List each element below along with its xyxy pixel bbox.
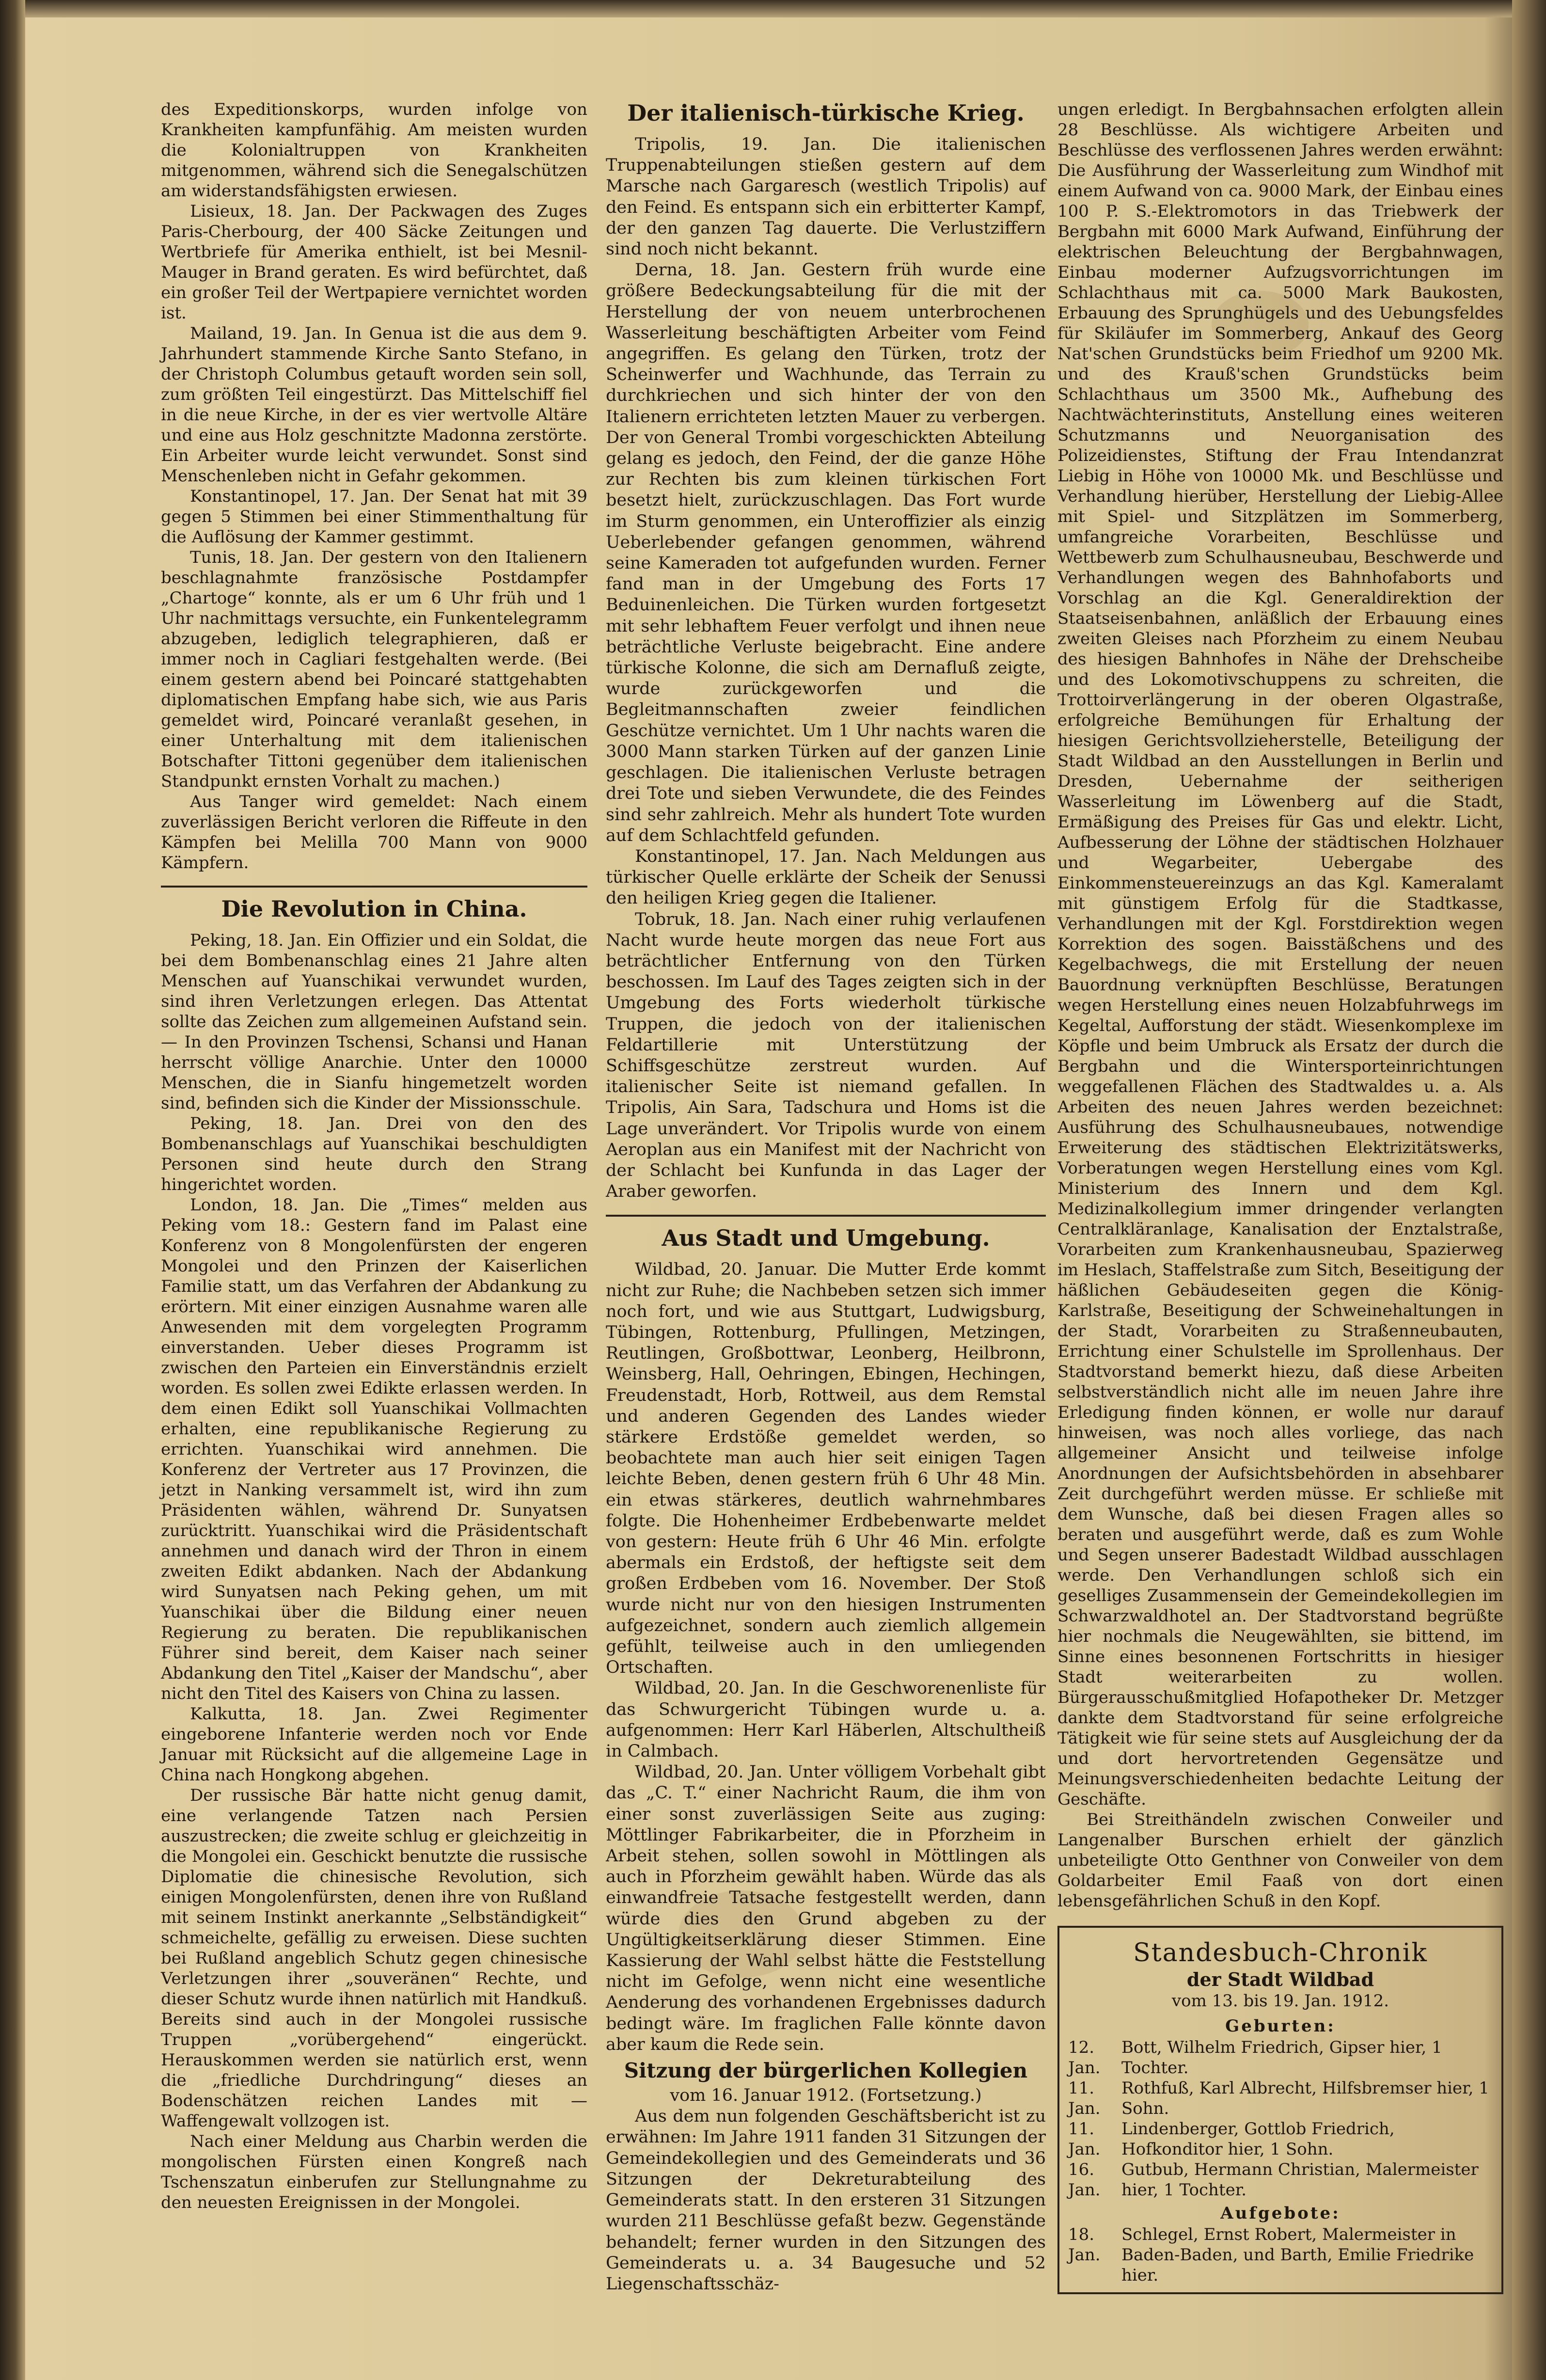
article-paragraph: des Expeditionskorps, wurden infolge von Krankheiten kampfunfähig. Am meisten wurden die Kolonialtruppen von Krankheiten mitgenommen, während sich die Senegalschützen am widerstandsfähigsten erwiesen. (161, 100, 587, 201)
entry-text: Bott, Wilhelm Friedrich, Gipser hier, 1 Tochter. (1121, 2038, 1442, 2078)
scan-binding-edge (0, 0, 25, 2380)
entry-date: 11. Jan. (1068, 2119, 1101, 2159)
standesbuch-chronik (1057, 1926, 1503, 2294)
article-paragraph: Aus dem nun folgenden Geschäftsbericht ist zu erwähnen: Im Jahre 1911 fanden 31 Sitzungen der Gemeindekollegien und des Gemeinderats und 36 Sitzungen der Dekreturabteilung des Gemeinderats statt. In den ersteren 31 Sitzungen wurden 211 Beschlüsse gefaßt bezw. Gegenstände behandelt; ferner wurden in den Sitzungen des Gemeinderats u. a. 34 Baugesuche und 52 Liegenschaftsschäz- (606, 2107, 1046, 2294)
entry-date: 12. Jan. (1068, 2038, 1101, 2078)
chronik-subtitle: der Stadt Wildbad (1186, 1968, 1374, 1990)
section-heading-krieg: Der italienisch-türkische Krieg. (627, 100, 1025, 126)
article-paragraph: Derna, 18. Jan. Gestern früh wurde eine größere Bedeckungsabteilung für die mit der Herstellung der von neuem unterbrochenen Wasserleitung beschäftigten Arbeiter vom Feind angegriffen. Es gelang den Türken, trotz der Scheinwerfer und Wachhunde, das Terrain zu durchkriechen und sich hinter der von den Italienern errichteten letzten Mauer zu verbergen. Der von General Trombi vorgeschickten Abteilung gelang es jedoch, den Feind, der die ganze Höhe zur Rechten bis zum kleinen türkischen Fort besetzt hielt, zurückzuschlagen. Das Fort wurde im Sturm genommen, ein Unteroffizier als einzig Ueberlebender gefangen genommen, während seine Kameraden tot aufgefunden wurden. Ferner fand man in der Umgebung des Forts 17 Beduinenleichen. Die Türken wurden fortgesetzt mit sehr lebhaftem Feuer verfolgt und ihnen neue beträchtliche Verluste beigebracht. Eine andere türkische Kolonne, die sich am Dernafluß zeigte, wurde zurückgeworfen und die Begleitmannschaften zweier feindlichen Geschütze vernichtet. Um 1 Uhr nachts waren die 3000 Mann starken Türken auf der ganzen Linie geschlagen. Die italienischen Verluste betragen drei Tote und sieben Verwundete, die des Feindes sind sehr zahlreich. Mehr als hundert Tote wurden auf dem Schlachtfeld gefunden. (606, 260, 1046, 845)
article-paragraph: Wildbad, 20. Jan. Unter völligem Vorbehalt gibt das „C. T.“ einer Nachricht Raum, die ihm von einer sonst zuverlässigen Seite aus zuging: Möttlinger Fabrikarbeiter, die in Pforzheim in Arbeit stehen, sollen sowohl in Möttlingen als auch in Pforzheim gewählt haben. Würde das als einwandfreie Tatsache festgestellt werden, dann würde dies den Grund abgeben zu der Ungültigkeitserklärung dieser Stimmen. Eine Kassierung der Wahl selbst hätte die Feststellung nicht im Gefolge, wenn nicht eine wesentliche Aenderung des vorhandenen Ergebnisses dadurch bedingt wäre. Im fraglichen Falle könnte davon aber kaum die Rede sein. (606, 1762, 1046, 2054)
chronik-entry (1068, 2078, 1493, 2119)
column-left (161, 99, 587, 2213)
chronik-date-range: vom 13. bis 19. Jan. 1912. (1171, 1991, 1389, 2011)
article-paragraph: London, 18. Jan. Die „Times“ melden aus Peking vom 18.: Gestern fand im Palast eine Konferenz von 8 Mongolenfürsten der engeren Mongolei und den Prinzen der Kaiserlichen Familie statt, um das Verfahren der Abdankung zu erörtern. Mit einer einzigen Ausnahme waren alle Anwesenden mit dem vorgelegten Programm einverstanden. Ueber dieses Programm ist zwischen den Parteien ein Einverständnis erzielt worden. Es sollen zwei Edikte erlassen werden. In dem einen Edikt soll Yuanschikai Vollmachten erhalten, eine republikanische Regierung zu errichten. Yuanschikai wird annehmen. Die Konferenz der Vertreter aus 17 Provinzen, die jetzt in Nanking versammelt ist, wird ihn zum Präsidenten wählen, während Dr. Sunyatsen zurücktritt. Yuanschikai wird die Präsidentschaft annehmen und danach wird der Thron in einem zweiten Edikt abdanken. Nach der Abdankung wird Sunyatsen nach Peking gehen, um mit Yuanschikai über die Bildung einer neuen Regierung zu beraten. Die republikanischen Führer sind bereit, dem Kaiser nach seiner Abdankung den Titel „Kaiser der Mandschu“, aber nicht den Titel des Kaisers von China zu lassen. (161, 1195, 587, 1703)
section-heading-china: Die Revolution in China. (221, 896, 527, 922)
article-paragraph: Bei Streithändeln zwischen Conweiler und Langenalber Burschen erhielt der gänzlich unbeteiligte Otto Genthner von Conweiler von dem Goldarbeiter Emil Faaß von dort einen lebensgefährlichen Schuß in den Kopf. (1057, 1810, 1503, 1911)
scan-right-edge (1512, 0, 1546, 2380)
article-paragraph: Wildbad, 20. Januar. Die Mutter Erde kommt nicht zur Ruhe; die Nachbeben setzen sich immer noch fort, und wie aus Stuttgart, Ludwigsburg, Tübingen, Rottenburg, Pfullingen, Metzingen, Reutlingen, Großbottwar, Leonberg, Heilbronn, Weinsberg, Hall, Oehringen, Ebingen, Hechingen, Freudenstadt, Horb, Rottweil, aus dem Remstal und anderen Gegenden des Landes wieder stärkere Erdstöße gemeldet werden, so beobachtete man auch hier seit einigen Tagen leichte Beben, denen gestern früh 6 Uhr 48 Min. ein etwas stärkeres, deutlich wahrnehmbares folgte. Die Hohenheimer Erdbebenwarte meldet von gestern: Heute früh 6 Uhr 46 Min. erfolgte abermals ein Erdstoß, der heftigste seit dem großen Erdbeben vom 16. November. Der Stoß wurde nicht nur von den hiesigen Instrumenten aufgezeichnet, sondern auch ziemlich allgemein gefühlt, teilweise auch in den umliegenden Ortschaften. (606, 1260, 1046, 1678)
geburten-heading: Geburten: (1225, 2016, 1336, 2036)
article-paragraph: Tobruk, 18. Jan. Nach einer ruhig verlaufenen Nacht wurde heute morgen das neue Fort aus beträchtlicher Entfernung von den Türken beschossen. Im Lauf des Tages zeigten sich in der Umgebung des Forts wiederholt türkische Truppen, die jedoch von der italienischen Feldartillerie mit Unterstützung der Schiffsgeschütze zerstreut wurden. Auf italienischer Seite ist niemand gefallen. In Tripolis, Ain Sara, Tadschura und Homs ist die Lage unverändert. Vor Tripolis wurde von einem Aeroplan aus ein Manifest mit der Nachricht von der Schlacht bei Kunfunda in das Lager der Araber geworfen. (606, 909, 1046, 1202)
entry-text: Rothfuß, Karl Albrecht, Hilfsbremser hier, 1 Sohn. (1121, 2079, 1489, 2118)
article-paragraph: Nach einer Meldung aus Charbin werden die mongolischen Fürsten einen Kongreß nach Tschenszatun einberufen zur Stellungnahme zu den neuesten Ereignissen in der Mongolei. (161, 2132, 587, 2212)
entry-text: Lindenberger, Gottlob Friedrich, Hofkonditor hier, 1 Sohn. (1121, 2119, 1395, 2159)
subheading-date: vom 16. Januar 1912. (Fortsetzung.) (670, 2086, 982, 2106)
entry-text: Schlegel, Ernst Robert, Malermeister in Baden-Baden, und Barth, Emilie Friedrike hier. (1121, 2225, 1474, 2285)
article-paragraph: Aus Tanger wird gemeldet: Nach einem zuverlässigen Bericht verloren die Riffeute in den Kämpfen bei Melilla 700 Mann von 9000 Kämpfern. (161, 792, 587, 873)
section-heading-stadt: Aus Stadt und Umgebung. (662, 1225, 990, 1252)
entry-date: 11. Jan. (1068, 2079, 1101, 2118)
article-paragraph: Tripolis, 19. Jan. Die italienischen Truppenabteilungen stießen gestern auf dem Marsche nach Gargaresch (westlich Tripolis) auf den Feind. Es entspann sich ein erbitterter Kampf, der den ganzen Tag dauerte. Die Verlustziffern sind noch nicht bekannt. (606, 135, 1046, 259)
aufgebote-heading: Aufgebote: (1220, 2204, 1341, 2223)
article-paragraph: ungen erledigt. In Bergbahnsachen erfolgten allein 28 Beschlüsse. Als wichtigere Arbeiten und Beschlüsse des verflossenen Jahres werden erwähnt: Die Ausführung der Wasserleitung zum Windhof mit einem Aufwand von ca. 9000 Mark, der Einbau eines 100 P. S.-Elektromotors in das Triebwerk der Bergbahn mit 6000 Mark Aufwand, Einführung der elektrischen Beleuchtung der Bergbahnwagen, Einbau moderner Aufzugsvorrichtungen im Schlachthaus mit ca. 5000 Mark Baukosten, Erbauung des Sprunghügels und des Uebungsfeldes für Skiläufer im Sommerberg, Ankauf des Georg Nat'schen Grundstücks beim Friedhof um 9200 Mk. und des Krauß'schen Grundstücks beim Schlachthaus um 3500 Mk., Aufhebung des Nachtwächterinstituts, Anstellung eines weiteren Schutzmanns und Neuorganisation des Polizeidienstes, Stiftung der Frau Intendanzrat Liebig in Höhe von 10000 Mk. und Beschlüsse und Verhandlung hierüber, Herstellung der Liebig-Allee mit Spiel- und Sitzplätzen im Sommerberg, umfangreiche Vorarbeiten, Beschlüsse und Wettbewerb zum Schulhausneubau, Beschwerde und Verhandlungen wegen des Bahnhofaborts und Vorschlag an die Kgl. Generaldirektion der Staatseisenbahnen, anläßlich der Erbauung eines zweiten Gleises nach Pforzheim zu einem Neubau des hiesigen Bahnhofes in Nähe der Drehscheibe und des Lokomotivschuppens zu schreiten, die Trottoirverlängerung in der oberen Olgastraße, erfolgreiche Bemühungen für Erhaltung der hiesigen Gerichtsvollzieherstelle, Beteiligung der Stadt Wildbad an den Ausstellungen in Berlin und Dresden, Uebernahme der seitherigen Wasserleitung im Löwenberg auf die Stadt, Ermäßigung des Preises für Gas und elektr. Licht, Aufbesserung der Löhne der städtischen Holzhauer und Wegarbeiter, Uebergabe des Einkommensteuereinzugs an das Kgl. Kameralamt mit günstigem Erfolg für die Stadtkasse, Verhandlungen mit der Kgl. Forstdirektion wegen Korrektion des sogen. Baisstäßchens und des Kegelbachwegs, die mit Erstellung der neuen Bauordnung verknüpften Beschlüsse, Beratungen wegen Herstellung eines neuen Holzabfuhrwegs im Kegeltal, Aufforstung der städt. Wiesenkomplexe im Köpfle und beim Umbruck als Ersatz der durch die Bergbahn und die Wintersporteinrichtungen weggefallenen Flächen des Stadtwaldes u. a. Als Arbeiten des neuen Jahres werden bezeichnet: Ausführung des Schulhausneubaues, notwendige Erweiterung des städtischen Elektrizitätswerks, Vorberatungen wegen Herstellung eines vom Kgl. Ministerium des Innern und dem Kgl. Medizinalkollegium immer dringender verlangten Centralkläranlage, Kanalisation der Enztalstraße, Vorarbeiten zum Krankenhausneubau, Spazierweg im Heslach, Staffelstraße zum Sitch, Beseitigung der häßlichen Gebäudeseiten gegen die König-Karlstraße, Beseitigung der Schweinehaltungen in der Stadt, Vorarbeiten zu Straßenneubauten, Errichtung einer Schulstelle im Sprollenhaus. Der Stadtvorstand bemerkt hiezu, daß diese Arbeiten selbstverständlich nicht alle im neuen Jahre ihre Erledigung finden können, er wolle nur darauf hinweisen, was noch alles vorliege, das nach allgemeiner Ansicht und teilweise infolge Anordnungen der Aufsichtsbehörden in absehbarer Zeit durchgeführt werden müsse. Er schließe mit dem Wunsche, daß bei diesen Fragen alles so beraten und ausgeführt werde, daß es zum Wohle und Segen unserer Badestadt Wildbad ausschlagen werde. Den Verhandlungen schloß sich ein geselliges Zusammensein der Gemeindekollegien im Schwarzwaldhotel an. Der Stadtvorstand begrüßte hier nochmals die Neugewählten, sie bittend, im Sinne eines besonnenen Fortschritts in hiesiger Stadt weiterarbeiten zu wollen. Bürgerausschußmitglied Hofapotheker Dr. Metzger dankte dem Stadtvorstand für seine erfolgreiche Tätigkeit wie für seine stets auf Ausgleichung der da und dort hervortretenden Gegensätze und Meinungsverschiedenheiten bedachte Leitung der Geschäfte. (1057, 100, 1503, 1809)
article-paragraph: Konstantinopel, 17. Jan. Nach Meldungen aus türkischer Quelle erklärte der Scheik der Senussi den heiligen Krieg gegen die Italiener. (606, 846, 1046, 908)
entry-text: Gutbub, Hermann Christian, Malermeister hier, 1 Tochter. (1121, 2160, 1479, 2200)
chronik-entry (1068, 2037, 1493, 2078)
article-paragraph: Mailand, 19. Jan. In Genua ist die aus dem 9. Jahrhundert stammende Kirche Santo Stefano, in der Christoph Columbus getauft worden sein soll, zum größten Teil eingestürzt. Das Mittelschiff fiel in die neue Kirche, in der es vier wertvolle Altäre und eine aus Holz geschnitzte Madonna zerstörte. Ein Arbeiter wurde leicht verwundet. Sonst sind Menschenleben nicht in Gefahr gekommen. (161, 324, 587, 486)
entry-date: 18. Jan. (1068, 2225, 1101, 2265)
article-paragraph: Lisieux, 18. Jan. Der Packwagen des Zuges Paris-Cherbourg, der 400 Säcke Zeitungen und Wertbriefe für Amerika enthielt, ist bei Mesnil-Mauger in Brand geraten. Es wird befürchtet, daß ein großer Teil der Wertpapiere vernichtet worden ist. (161, 202, 587, 323)
article-paragraph: Kalkutta, 18. Jan. Zwei Regimenter eingeborene Infanterie werden noch vor Ende Januar mit Rücksicht auf die allgemeine Lage in China nach Hongkong abgehen. (161, 1704, 587, 1785)
article-paragraph: Tunis, 18. Jan. Der gestern von den Italienern beschlagnahmte französische Postdampfer „Chartoge“ konnte, als er um 6 Uhr früh und 1 Uhr nachmittags versuchte, ein Funkentelegramm abzugeben, lediglich telegraphieren, daß er immer noch in Cagliari festgehalten werde. (Bei einem gestern abend bei Poincaré stattgehabten diplomatischen Empfang habe sich, wie aus Paris gemeldet wird, Poincaré veranlaßt gesehen, in einer Unterhaltung mit dem italienischen Botschafter Tittoni gegenüber dem italienischen Standpunkt ernsten Vorhalt zu machen.) (161, 548, 587, 791)
article-paragraph: Konstantinopel, 17. Jan. Der Senat hat mit 39 gegen 5 Stimmen bei einer Stimmenthaltung für die Auflösung der Kammer gestimmt. (161, 487, 587, 547)
entry-date: 16. Jan. (1068, 2160, 1101, 2200)
chronik-entry (1068, 2224, 1493, 2285)
section-divider (161, 886, 587, 888)
article-paragraph: Wildbad, 20. Jan. In die Geschworenenliste für das Schwurgericht Tübingen wurde u. a. aufgenommen: Herr Karl Häberlen, Altschultheiß in Calmbach. (606, 1679, 1046, 1761)
column-right (1057, 99, 1503, 2294)
article-paragraph: Peking, 18. Jan. Ein Offizier und ein Soldat, die bei dem Bombenanschlag eines 21 Jahre alten Menschen auf Yuanschikai verwundet wurden, sind ihren Verletzungen erlegen. Das Attentat sollte das Zeichen zum allgemeinen Aufstand sein. — In den Provinzen Tschensi, Schansi und Hanan herrscht völlige Anarchie. Unter den 10000 Menschen, die in Sianfu hingemetzelt worden sind, befinden sich die Kinder der Missionsschule. (161, 931, 587, 1113)
scan-top-edge (0, 0, 1546, 17)
article-paragraph: Peking, 18. Jan. Drei von den des Bombenanschlags auf Yuanschikai beschuldigten Personen sind heute durch den Strang hingerichtet worden. (161, 1114, 587, 1194)
chronik-entry (1068, 2159, 1493, 2200)
chronik-entry (1068, 2119, 1493, 2159)
aufgebote-list (1068, 2224, 1493, 2285)
article-paragraph: Der russische Bär hatte nicht genug damit, eine verlangende Tatzen nach Persien auszustrecken; die zweite schlug er gleichzeitig in die Mongolei ein. Geschickt benutzte die russische Diplomatie die chinesische Revolution, sich einigen Mongolenfürsten, denen ihre von Rußland mit seinem Instinkt anerkannte „Selbständigkeit“ schmeichelte, gefällig zu erweisen. Diese suchten bei Rußland angeblich Schutz gegen chinesische Verletzungen ihrer „souveränen“ Rechte, und dieser Schutz wurde ihnen natürlich mit Handkuß. Bereits sind auch in der Mongolei russische Truppen „vorübergehend“ eingerückt. Herauskommen werden sie natürlich erst, wenn die „friedliche Durchdringung“ dieses an Bodenschätzen reichen Landes mit — Waffengewalt vollzogen ist. (161, 1786, 587, 2131)
subheading-sitzung: Sitzung der bürgerlichen Kollegien (624, 2059, 1028, 2083)
geburten-list (1068, 2037, 1493, 2200)
chronik-title: Standesbuch-Chronik (1133, 1938, 1428, 1967)
column-middle (606, 99, 1046, 2295)
section-divider (606, 1215, 1046, 1217)
